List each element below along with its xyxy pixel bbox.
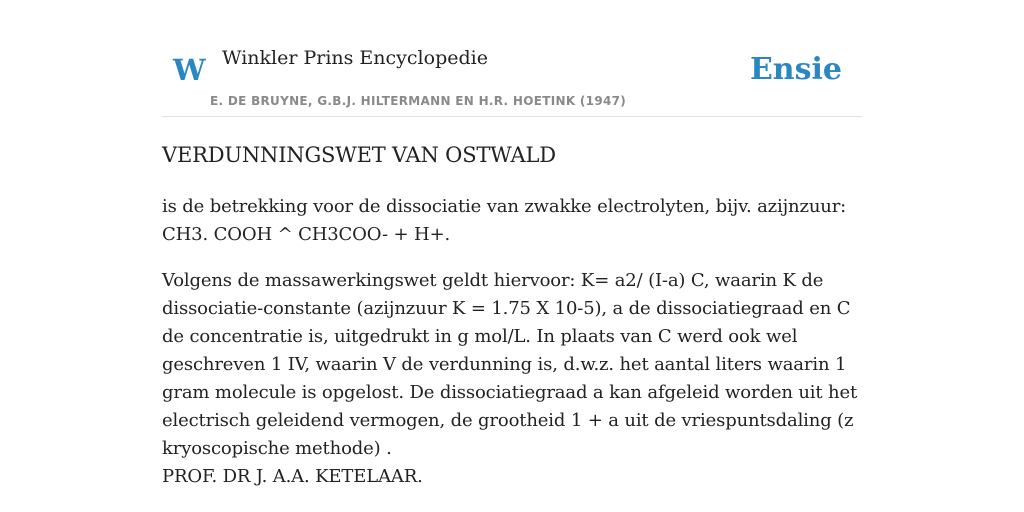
publication-logo[interactable]: W <box>173 53 206 87</box>
entry-title: VERDUNNINGSWET VAN OSTWALD <box>162 143 556 167</box>
publication-authors: E. DE BRUYNE, G.B.J. HILTERMANN EN H.R. HOETINK (1947) <box>210 94 627 108</box>
entry-paragraph: is de betrekking voor de dissociatie van zwakke electrolyten, bijv. azijnzuur: CH3. COOH ^ CH3COO- + H+. <box>162 196 847 245</box>
ensie-brand-link[interactable]: Ensie <box>749 52 842 87</box>
entry-paragraph: Volgens de massawerkingswet geldt hiervoor: K= a2/ (I-a) C, waarin K de dissociatie-constante (azijnzuur K = 1.75 X 10-5), a de dissociatiegraad en C de concentratie is, uitgedrukt in g mol/L. In plaats van C werd ook wel geschreven 1 IV, waarin V de verdunning is, d.w.z. het aantal liters waarin 1 gram molecule is opgelost. De dissociatiegraad a kan afgeleid worden uit het electrisch geleidend vermogen, de grootheid 1 + a uit de vriespuntsdaling (z kryoscopische methode) . <box>162 270 858 459</box>
publication-title[interactable]: Winkler Prins Encyclopedie <box>222 47 488 69</box>
entry-author: PROF. DR J. A.A. KETELAAR. <box>162 466 423 487</box>
header <box>162 0 862 117</box>
page <box>162 0 862 487</box>
